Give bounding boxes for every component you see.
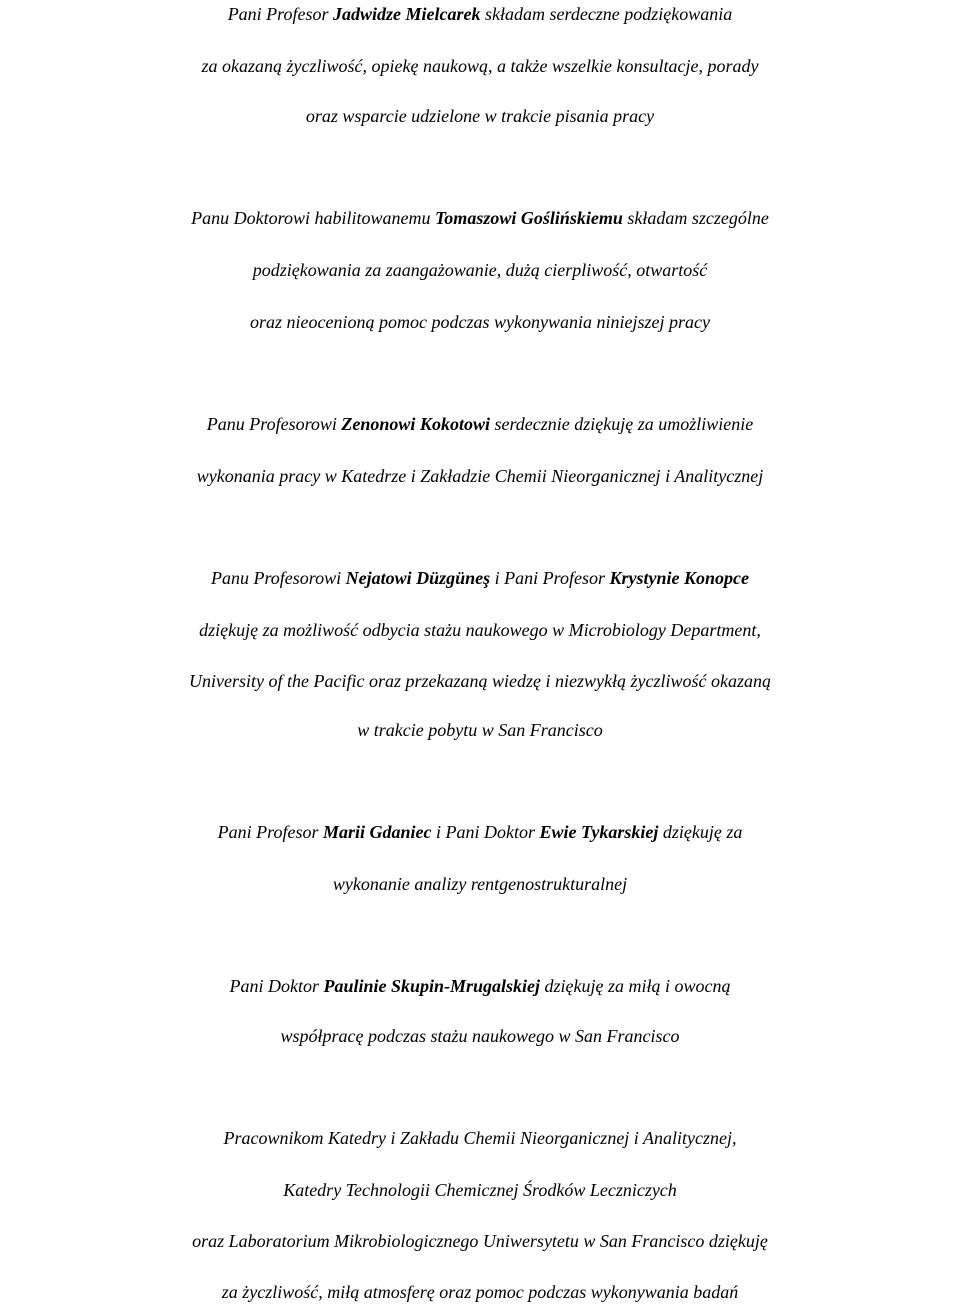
text-segment: dziękuję za miłą i owocną — [540, 976, 731, 996]
text-segment: za okazaną życzliwość, opiekę naukową, a także wszelkie konsultacje, porady — [201, 56, 759, 76]
text-segment: Panu Profesorowi — [206, 414, 342, 434]
text-segment: oraz nieocenioną pomoc podczas wykonywania niniejszej pracy — [250, 312, 710, 332]
text-line — [0, 1275, 960, 1309]
person-name: Ewie Tykarskiej — [539, 822, 659, 842]
text-segment: Panu Doktorowi habilitowanemu — [191, 208, 435, 228]
text-line — [0, 613, 960, 647]
text-segment: i Pani Doktor — [431, 822, 540, 842]
text-segment: oraz wsparcie udzielone w trakcie pisania pracy — [305, 106, 655, 126]
text-segment: University of the Pacific oraz przekazaną wiedzę i niezwykłą życzliwość okazaną — [189, 671, 771, 691]
text-line — [0, 713, 960, 747]
text-segment: Katedry Technologii Chemicznej Środków Leczniczych — [283, 1180, 677, 1200]
person-name: Zenonowi Kokotowi — [341, 414, 490, 434]
text-segment: i Pani Profesor — [490, 568, 610, 588]
text-line — [0, 867, 960, 901]
text-segment: współpracę podczas stażu naukowego w San Francisco — [280, 1026, 680, 1046]
text-line — [0, 815, 960, 849]
text-segment: Pracownikom Katedry i Zakładu Chemii Nieorganicznej i Analitycznej, — [223, 1128, 737, 1148]
text-segment: dziękuję za — [658, 822, 743, 842]
person-name: Tomaszowi Goślińskiemu — [434, 208, 623, 228]
text-segment: za życzliwość, miłą atmosferę oraz pomoc podczas wykonywania badań — [221, 1282, 739, 1302]
text-segment: Pani Profesor — [227, 4, 334, 24]
text-segment: wykonania pracy w Katedrze i Zakładzie Chemii Nieorganicznej i Analitycznej — [196, 466, 764, 486]
text-line — [0, 407, 960, 441]
text-segment: składam szczególne — [622, 208, 769, 228]
person-name: Jadwidze Mielcarek — [333, 4, 481, 24]
text-line — [0, 49, 960, 83]
text-segment: dziękuję za możliwość odbycia stażu naukowego w Microbiology Department, — [199, 620, 761, 640]
text-line — [0, 1173, 960, 1207]
text-line — [0, 561, 960, 595]
text-segment: podziękowania za zaangażowanie, dużą cierpliwość, otwartość — [252, 260, 708, 280]
text-line — [0, 305, 960, 339]
text-segment: Pani Doktor — [229, 976, 324, 996]
text-segment: wykonanie analizy rentgenostrukturalnej — [332, 874, 628, 894]
person-name: Nejatowi Düzgüneş — [345, 568, 491, 588]
text-line — [0, 1121, 960, 1155]
text-line — [0, 969, 960, 1003]
person-name: Krystynie Konopce — [609, 568, 750, 588]
person-name: Marii Gdaniec — [323, 822, 432, 842]
text-line — [0, 459, 960, 493]
text-segment: serdecznie dziękuję za umożliwienie — [489, 414, 754, 434]
text-segment: Pani Profesor — [217, 822, 323, 842]
text-line — [0, 201, 960, 235]
text-line — [0, 0, 960, 31]
text-line — [0, 1019, 960, 1053]
text-segment: oraz Laboratorium Mikrobiologicznego Uniwersytetu w San Francisco dziękuję — [192, 1231, 768, 1251]
text-segment: Panu Profesorowi — [210, 568, 346, 588]
text-line — [0, 664, 960, 698]
text-line — [0, 99, 960, 133]
person-name: Paulinie Skupin-Mrugalskiej — [323, 976, 541, 996]
text-segment: w trakcie pobytu w San Francisco — [357, 720, 603, 740]
text-line — [0, 253, 960, 287]
text-segment: składam serdeczne podziękowania — [480, 4, 733, 24]
text-line — [0, 1224, 960, 1258]
